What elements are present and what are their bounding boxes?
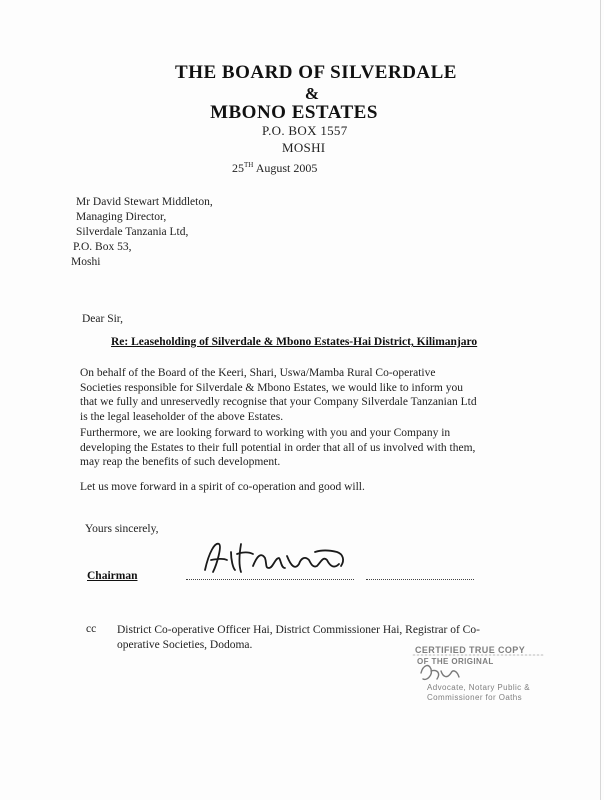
paragraph-line: that we fully and unreservedly recognise that your Company Silverdale Tanzanian Ltd [80, 396, 477, 408]
paragraph-line: Furthermore, we are looking forward to working with you and your Company in [80, 427, 451, 439]
stamp-line: Commissioner for Oaths [427, 693, 523, 702]
body-paragraph-1 [80, 366, 550, 424]
paragraph-line: Let us move forward in a spirit of co-operation and good will. [80, 481, 365, 493]
subject-line: Re: Leaseholding of Silverdale & Mbono Estates-Hai District, Kilimanjaro [111, 336, 478, 348]
letterhead-town: MOSHI [282, 140, 326, 155]
letterhead-title: THE BOARD OF SILVERDALE [175, 62, 457, 83]
letterhead-subtitle: MBONO ESTATES [210, 102, 378, 123]
recipient-line: Moshi [71, 256, 101, 268]
cc-line: operative Societies, Dodoma. [117, 638, 253, 651]
paragraph-line: Societies responsible for Silverdale & Mbono Estates, we would like to inform you [80, 381, 463, 394]
signatory-title: Chairman [87, 570, 138, 582]
paragraph-line: is the legal leaseholder of the above Estates. [80, 410, 284, 423]
stamp-line: OF THE ORIGINAL [417, 657, 494, 666]
letterhead-ampersand: & [304, 84, 320, 103]
paragraph-line: developing the Estates to their full potential in order that all of us involved with them, [80, 441, 476, 454]
signature-dotted-line [186, 579, 354, 580]
paragraph-line: On behalf of the Board of the Keeri, Shari, Uswa/Mamba Rural Co-operative [80, 367, 436, 379]
recipient-line: Mr David Stewart Middleton, [76, 196, 213, 208]
signature [195, 530, 365, 585]
stamp-line: Advocate, Notary Public & [427, 683, 530, 692]
signature-dotted-line [366, 579, 474, 580]
date-day: 25 [232, 161, 244, 175]
body-paragraph-2 [80, 426, 550, 470]
date-month-year: August 2005 [255, 161, 318, 175]
scan-edge-right [600, 0, 601, 800]
body-paragraph-3 [80, 480, 550, 495]
salutation: Dear Sir, [82, 313, 124, 325]
paragraph-line: may reap the benefits of such development. [80, 456, 281, 468]
closing: Yours sincerely, [85, 523, 159, 535]
date-suffix: TH [244, 161, 254, 169]
letter-date [232, 161, 317, 176]
letterhead-po-box: P.O. BOX 1557 [262, 123, 348, 138]
cc-line: District Co-operative Officer Hai, District Commissioner Hai, Registrar of Co- [117, 624, 480, 636]
signature-scribble [195, 530, 365, 585]
recipient-line: Managing Director, [76, 211, 167, 223]
cc-label: cc [86, 623, 97, 635]
stamp-line: CERTIFIED TRUE COPY [415, 645, 526, 655]
recipient-line: P.O. Box 53, [73, 241, 132, 253]
recipient-line: Silverdale Tanzania Ltd, [76, 226, 189, 238]
certified-copy-stamp [407, 643, 549, 703]
